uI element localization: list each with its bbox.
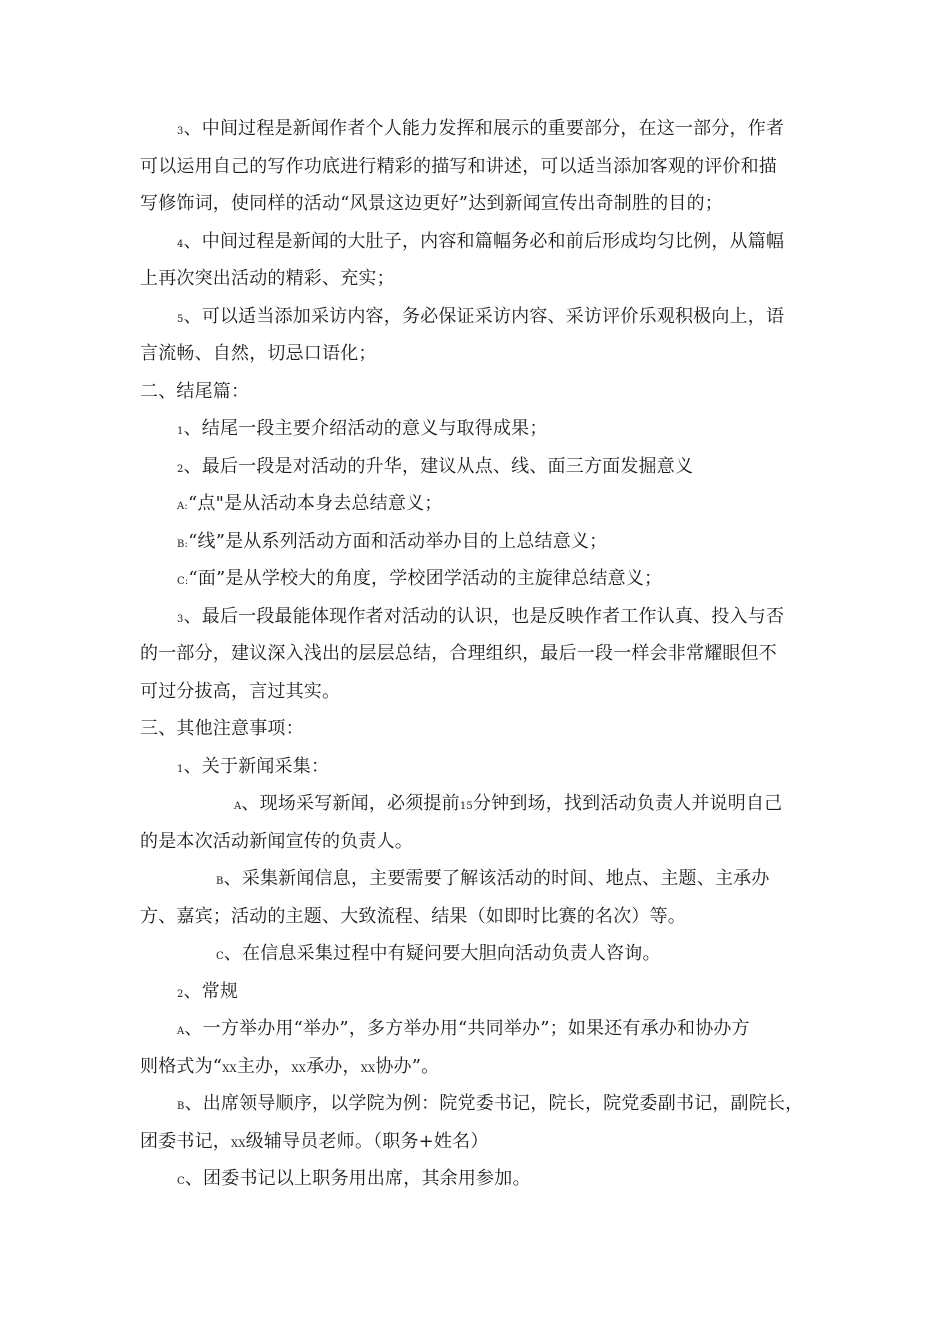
paragraph-line: B:“线”是从系列活动方面和活动举办目的上总结意义； [177, 531, 608, 552]
paragraph-line: 的是本次活动新闻宣传的负责人。 [140, 831, 413, 852]
paragraph-line: 上再次突出活动的精彩、充实； [140, 268, 395, 289]
paragraph-line: 4、中间过程是新闻的大肚子，内容和篇幅务必和前后形成均匀比例，从篇幅 [177, 231, 785, 252]
section-heading: 二、结尾篇： [140, 381, 250, 402]
paragraph-line: 可过分拔高，言过其实。 [140, 681, 341, 702]
paragraph-line: 言流畅、自然，切忌口语化； [140, 343, 377, 364]
paragraph-line: 3、中间过程是新闻作者个人能力发挥和展示的重要部分，在这一部分，作者 [177, 118, 785, 139]
paragraph-line: B、采集新闻信息，主要需要了解该活动的时间、地点、主题、主承办 [216, 868, 770, 889]
paragraph-line: A、现场采写新闻，必须提前15分钟到场，找到活动负责人并说明自己 [234, 793, 783, 814]
paragraph-line: 1、关于新闻采集： [177, 756, 330, 777]
paragraph-line: 1、结尾一段主要介绍活动的意义与取得成果； [177, 418, 548, 439]
paragraph-line: 团委书记，XX级辅导员老师。（职务+姓名） [140, 1131, 489, 1152]
paragraph-line: C、在信息采集过程中有疑问要大胆向活动负责人咨询。 [216, 943, 661, 964]
paragraph-line: 2、最后一段是对活动的升华，建议从点、线、面三方面发掘意义 [177, 456, 694, 477]
paragraph-line: B、出席领导顺序，以学院为例：院党委书记，院长，院党委副书记，副院长， [177, 1093, 804, 1114]
paragraph-line: C:“面”是从学校大的角度，学校团学活动的主旋律总结意义； [177, 568, 663, 589]
paragraph-line: A、一方举办用“举办”，多方举办用“共同举办”；如果还有承办和协办方 [177, 1018, 750, 1039]
paragraph-line: 可以运用自己的写作功底进行精彩的描写和讲述，可以适当添加客观的评价和描 [140, 156, 777, 177]
paragraph-line: 2、常规 [177, 981, 239, 1002]
paragraph-line: A:“点"是从活动本身去总结意义； [177, 493, 443, 514]
paragraph-line: 方、嘉宾；活动的主题、大致流程、结果（如即时比赛的名次）等。 [140, 906, 686, 927]
paragraph-line: 写修饰词，使同样的活动“风景这边更好”达到新闻宣传出奇制胜的目的； [140, 193, 724, 214]
paragraph-line: 5、可以适当添加采访内容，务必保证采访内容、采访评价乐观积极向上，语 [177, 306, 785, 327]
paragraph-line: 3、最后一段最能体现作者对活动的认识，也是反映作者工作认真、投入与否 [177, 606, 785, 627]
paragraph-line: C、团委书记以上职务用出席，其余用参加。 [177, 1168, 531, 1189]
paragraph-line: 的一部分，建议深入浅出的层层总结，合理组织，最后一段一样会非常耀眼但不 [140, 643, 777, 664]
paragraph-line: 则格式为“XX主办，XX承办，XX协办”。 [140, 1056, 440, 1077]
section-heading: 三、其他注意事项： [140, 718, 304, 739]
